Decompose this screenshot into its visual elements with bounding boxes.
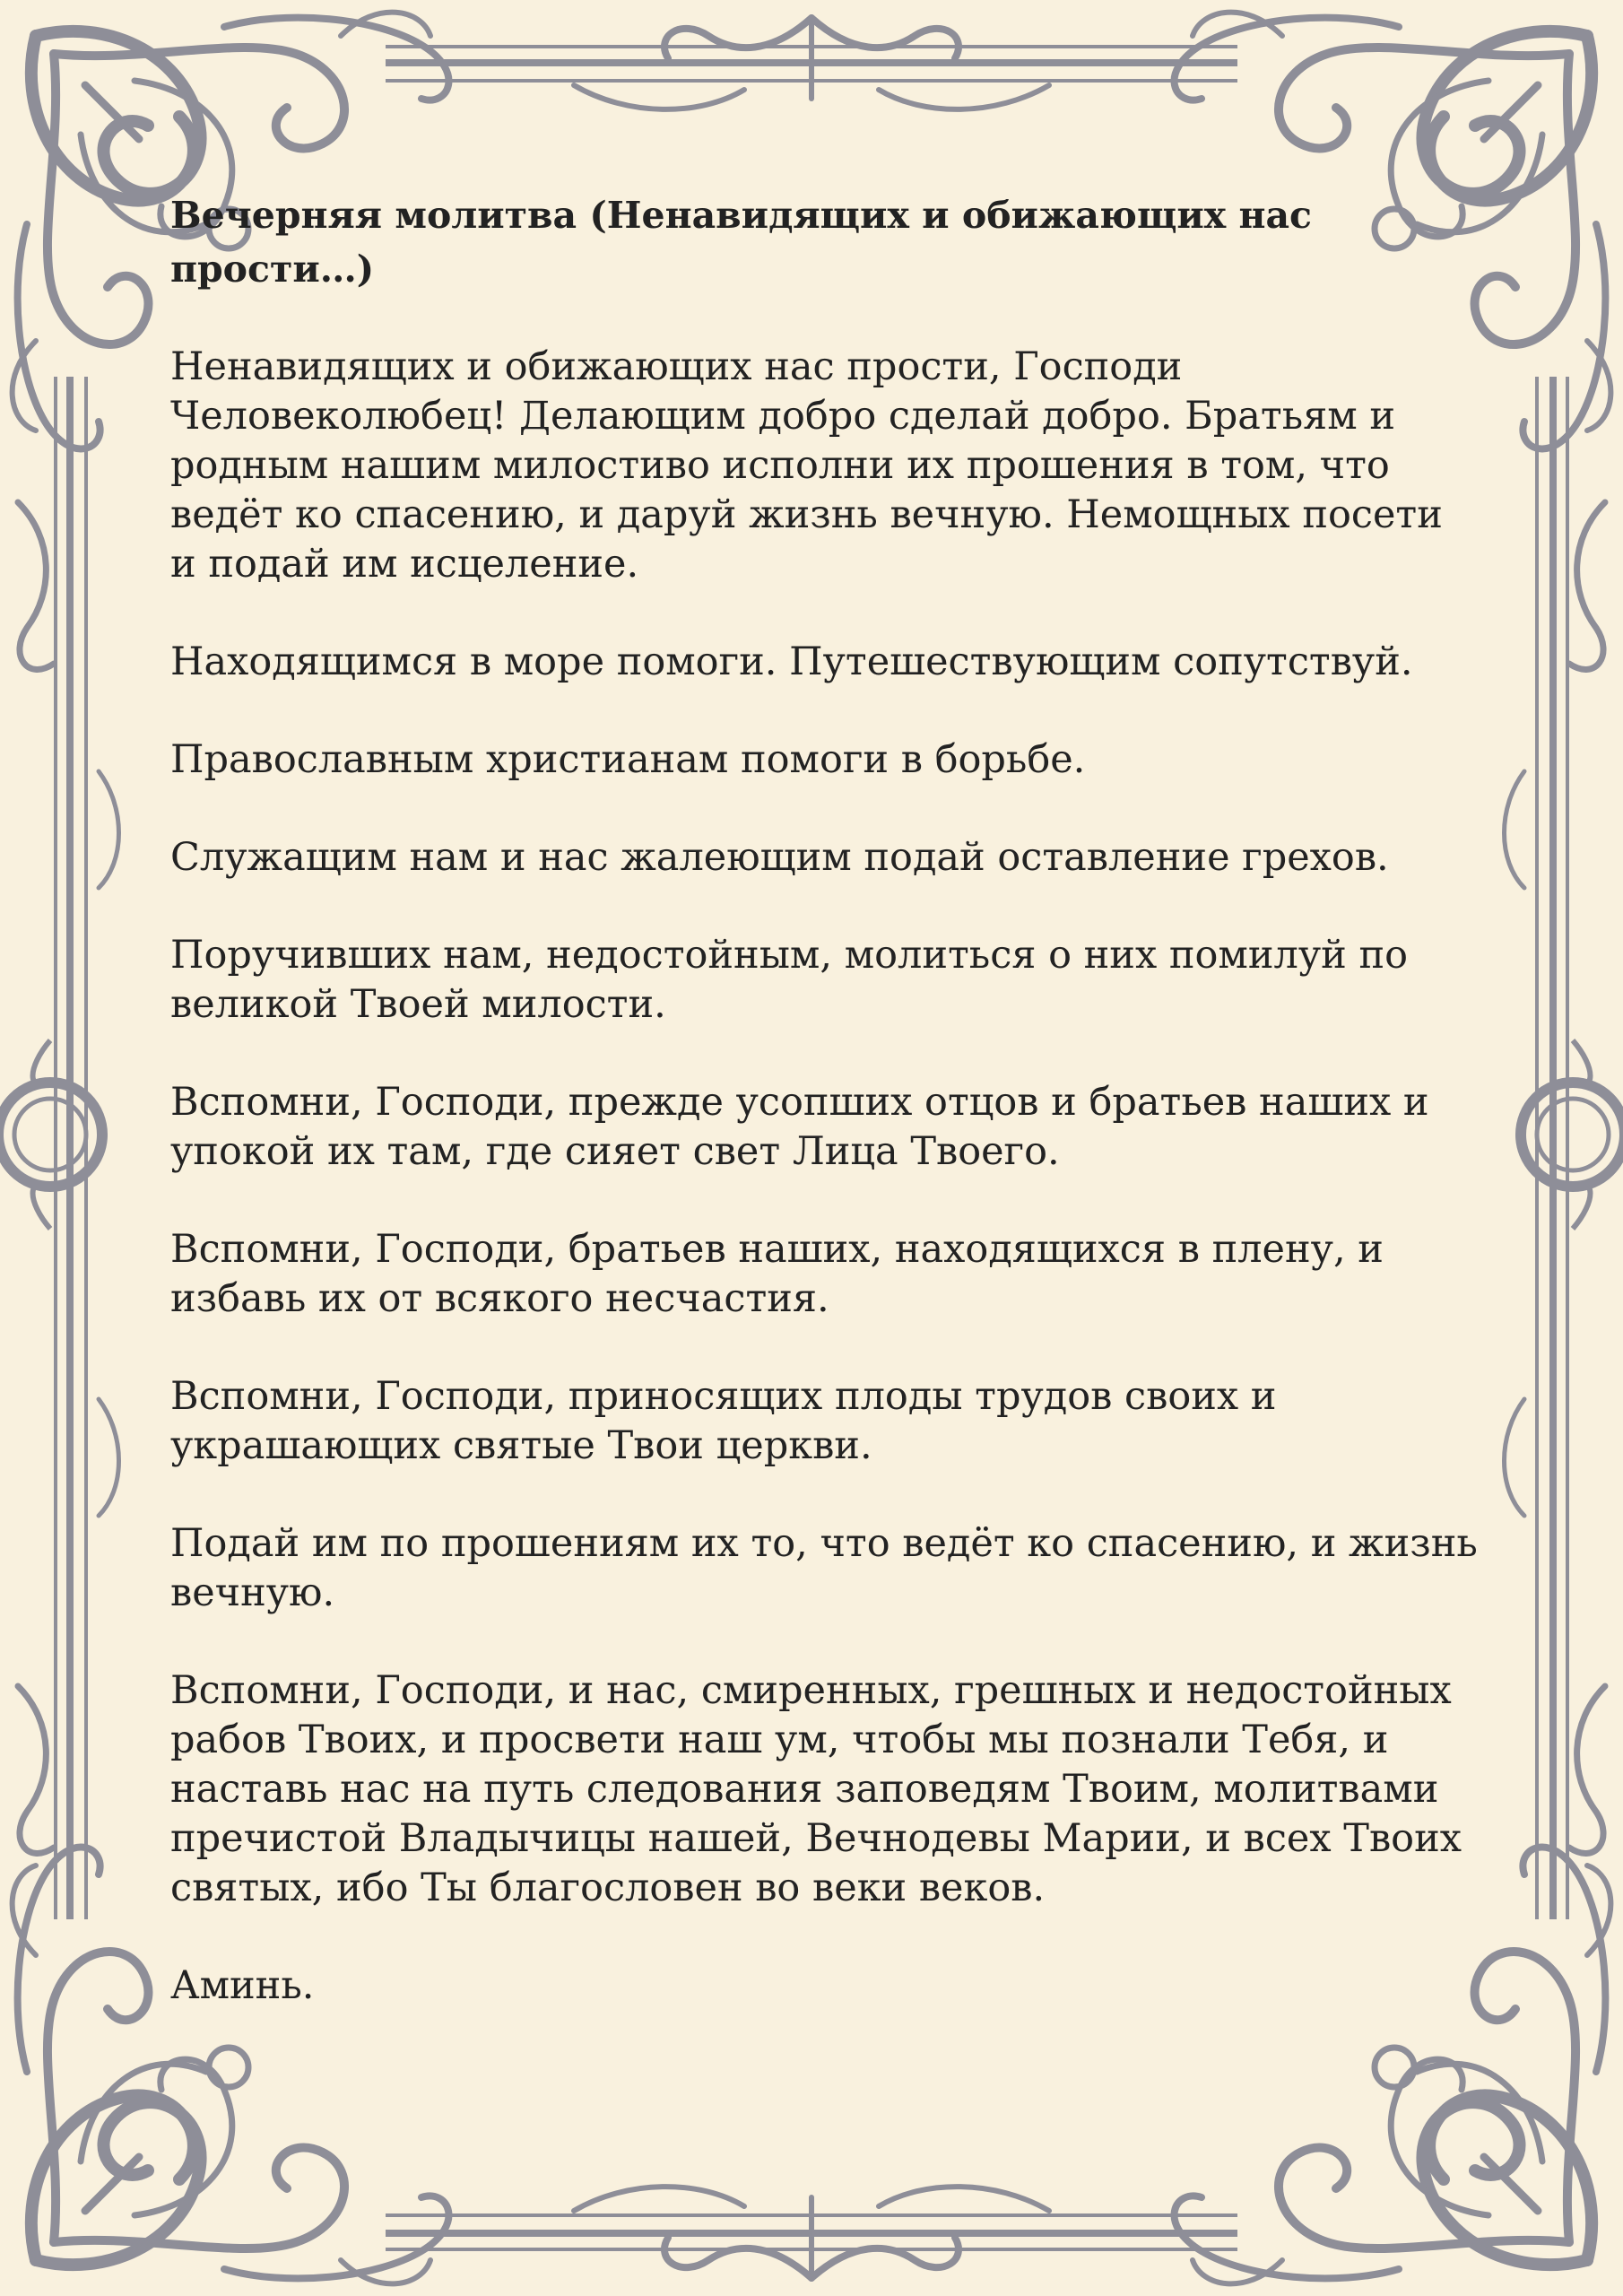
paragraph-remember-us: Вспомни, Господи, и нас, смиренных, грешных и недостойных рабов Твоих, и просвети наш ум, чтобы мы познали Тебя, и наставь нас на путь следования заповедям Твоим, молитвами пречистой Владычицы нашей, Вечнодевы Марии, и всех Твоих святых, ибо Ты благословен во веки веков. xyxy=(170,1668,1462,1910)
paragraph-travelers: Находящимся в море помоги. Путешествующим сопутствуй. xyxy=(170,639,1413,684)
paragraph-captives: Вспомни, Господи, братьев наших, находящихся в плену, и избавь их от всякого несчастия. xyxy=(170,1227,1384,1321)
prayer-text-block xyxy=(170,188,1480,2059)
paragraph-entrusted: Поручивших нам, недостойным, молиться о них помилуй по великой Твоей милости. xyxy=(170,933,1409,1027)
paragraph-forgive-enemies: Ненавидящих и обижающих нас прости, Господи Человеколюбец! Делающим добро сделай добро. Братьям и родным нашим милостиво исполни их прошения в том, что ведёт ко спасению, и даруй жизнь вечную. Немощных посети и подай им исцеление. xyxy=(170,344,1443,587)
paragraph-orthodox-christians: Православным христианам помоги в борьбе. xyxy=(170,737,1086,782)
paragraph-departed: Вспомни, Господи, прежде усопших отцов и братьев наших и упокой их там, где сияет свет Лица Твоего. xyxy=(170,1080,1429,1174)
paragraph-salvation: Подай им по прошениям их то, что ведёт ко спасению, и жизнь вечную. xyxy=(170,1521,1478,1615)
prayer-title: Вечерняя молитва (Ненавидящих и обижающих нас прости…) xyxy=(170,194,1313,291)
paragraph-servants: Служащим нам и нас жалеющим подай оставление грехов. xyxy=(170,835,1389,880)
paragraph-amen: Аминь. xyxy=(170,1963,315,2008)
paragraph-benefactors: Вспомни, Господи, приносящих плоды трудов своих и украшающих святые Твои церкви. xyxy=(170,1374,1277,1468)
